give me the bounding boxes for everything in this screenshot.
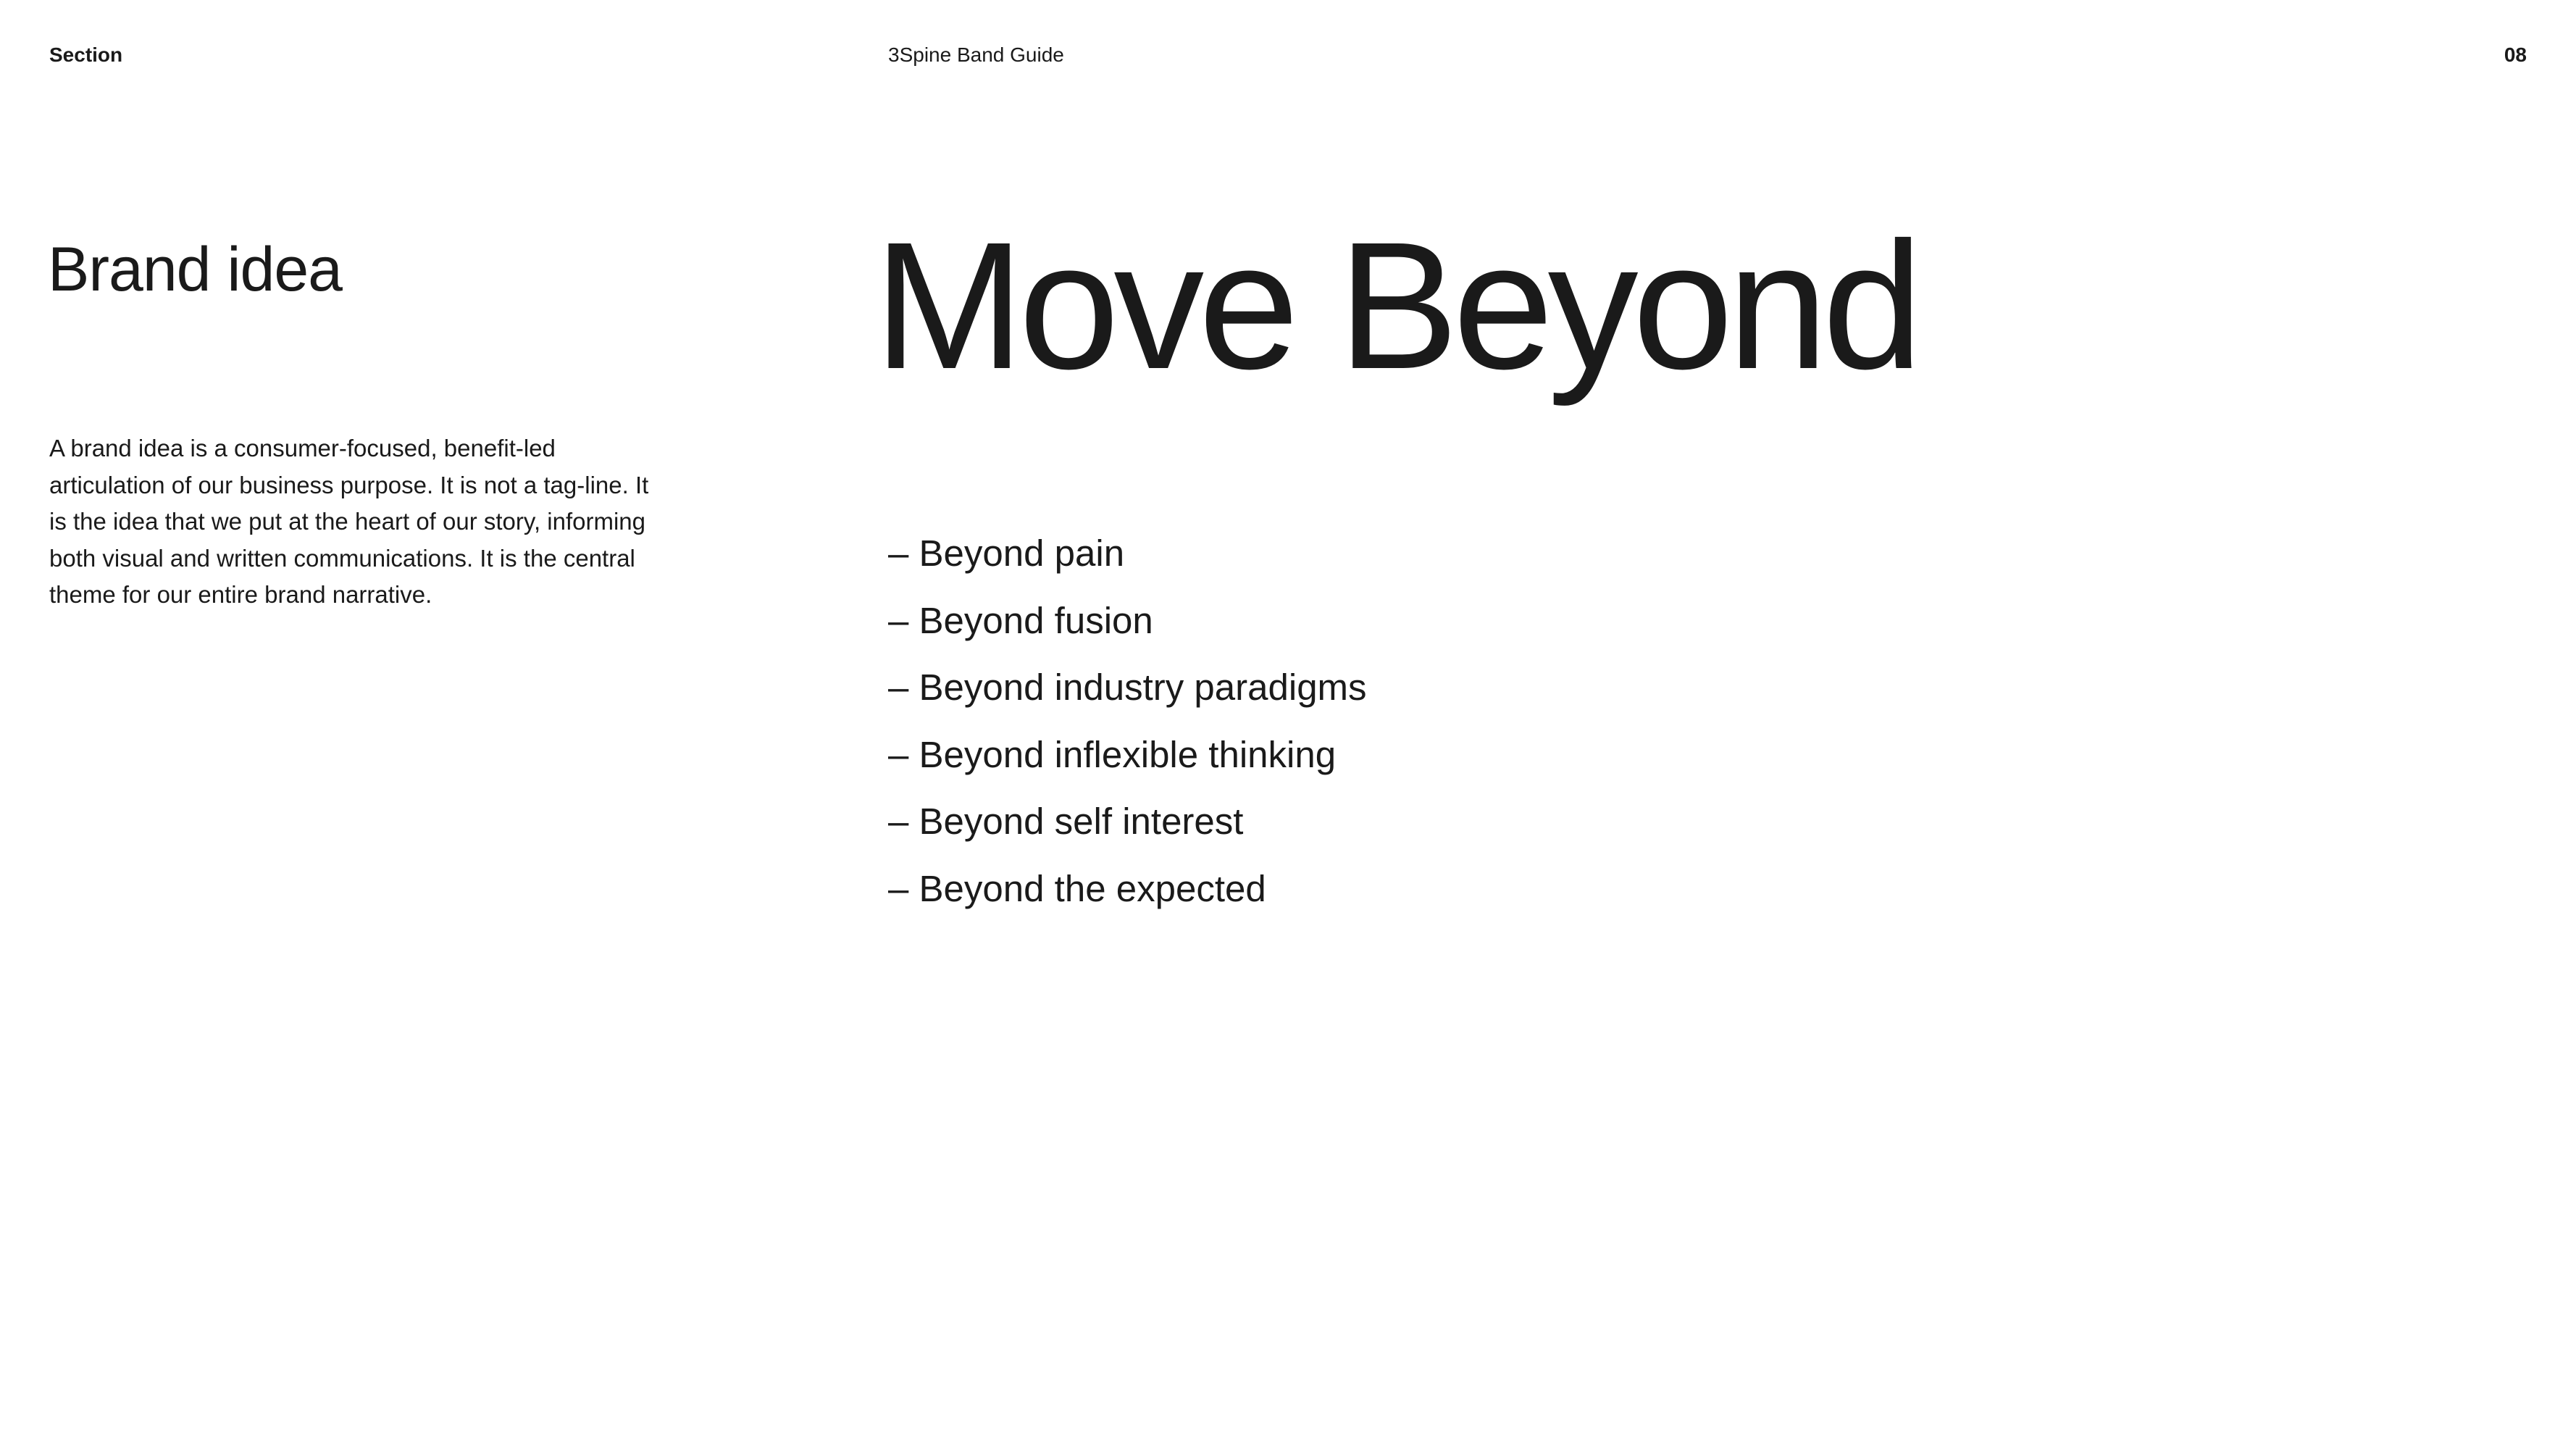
section-heading: Brand idea [48,235,342,304]
document-title: 3Spine Band Guide [888,43,1064,66]
list-item: – Beyond the expected [888,867,1266,909]
list-item: – Beyond pain [888,533,1125,574]
page-number: 08 [2504,43,2527,66]
brand-headline: Move Beyond [874,204,1918,406]
section-label: Section [49,43,123,66]
list-item: – Beyond self interest [888,801,1244,842]
list-item: – Beyond inflexible thinking [888,733,1337,775]
beyond-list [888,520,1367,922]
list-item: – Beyond fusion [888,599,1153,641]
brand-idea-description: A brand idea is a consumer-focused, benefit-led articulation of our business purpose. It is not a tag-line. It is the idea that we put at the heart of our story, informing both visual and written communications. It is the central theme for our entire brand narrative. [49,435,649,608]
list-item: – Beyond industry paradigms [888,667,1367,708]
